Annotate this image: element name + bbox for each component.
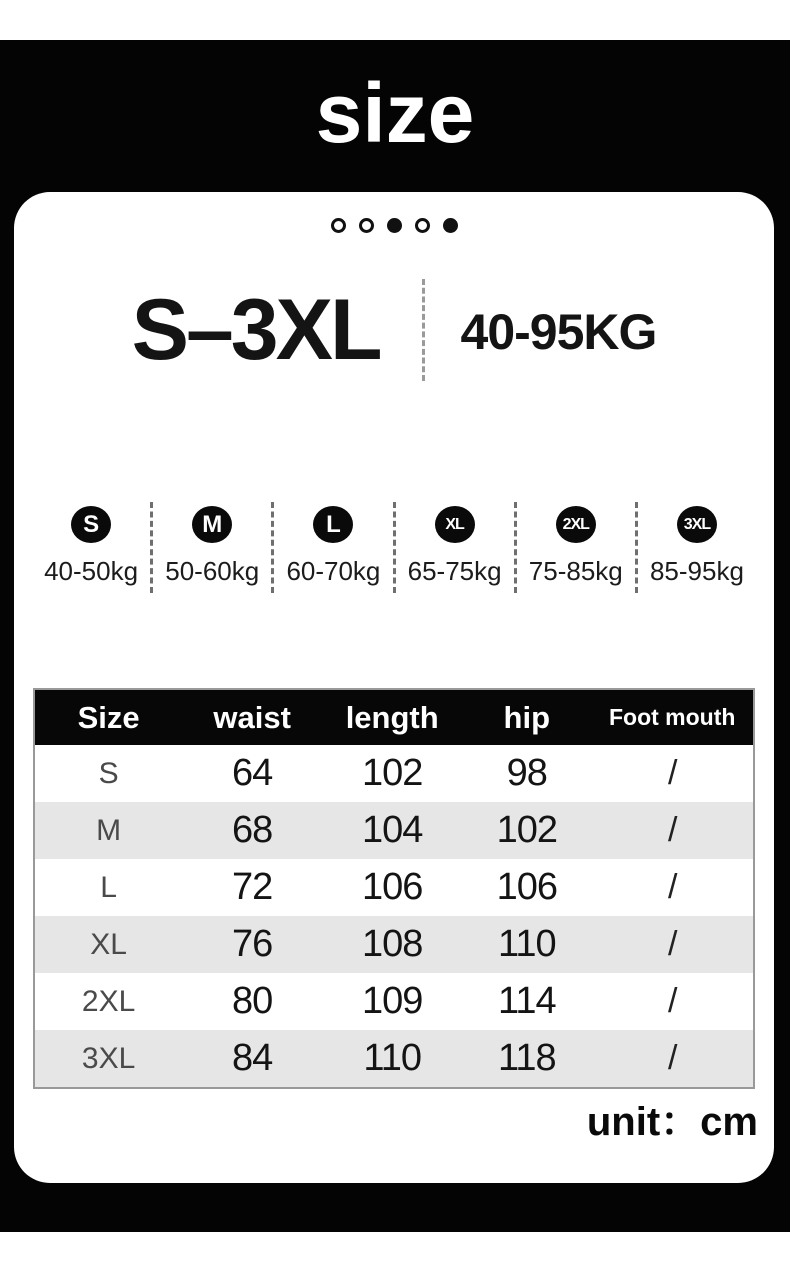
cell-hip: 98 [506,752,547,794]
size-badges-row [32,502,756,593]
size-badge-circle: L [313,506,353,543]
cell-size: S [98,756,119,790]
carousel-dot [415,218,430,233]
top-banner [0,40,790,192]
header-waist: waist [182,690,322,745]
cell-foot: / [667,982,677,1020]
carousel-dots [14,218,774,233]
cell-size: 2XL [81,984,136,1018]
size-badge-weight: 65-75kg [407,556,502,586]
carousel-dot [331,218,346,233]
cell-length: 110 [363,1037,421,1079]
cell-waist: 80 [232,980,273,1022]
table-row [35,745,753,802]
table-row [35,916,753,973]
cell-foot: / [667,925,677,963]
cell-length: 102 [361,752,423,794]
cell-length: 108 [361,923,423,965]
header-foot-mouth: Foot mouth [591,690,753,745]
cell-waist: 68 [232,809,273,851]
size-badge-l [271,502,392,593]
cell-size: 3XL [81,1041,136,1075]
size-badge-weight: 75-85kg [528,556,623,586]
cell-waist: 84 [232,1037,273,1079]
cell-length: 104 [361,809,423,851]
cell-length: 106 [361,866,423,908]
size-badge-m [150,502,271,593]
page-title: size [315,66,475,160]
cell-size: M [96,813,122,847]
cell-length: 109 [361,980,423,1022]
header-size: Size [35,690,182,745]
cell-hip: 118 [498,1037,556,1079]
size-badge-circle: S [71,506,111,543]
carousel-dot [387,218,402,233]
table-header-row [35,690,753,745]
table-row [35,973,753,1030]
cell-size: L [100,870,117,904]
size-range-label: S–3XL [131,282,380,378]
header-hip: hip [462,690,591,745]
cell-waist: 72 [232,866,273,908]
cell-hip: 102 [496,809,557,851]
carousel-dot [443,218,458,233]
size-badge-circle: 3XL [677,506,717,543]
size-badge-circle: 2XL [556,506,596,543]
size-badge-2xl [514,502,635,593]
cell-hip: 114 [498,980,556,1022]
size-badge-circle: M [192,506,232,543]
size-badge-weight: 60-70kg [286,556,381,586]
size-badge-3xl [635,502,756,593]
size-badge-weight: 85-95kg [649,556,744,586]
carousel-dot [359,218,374,233]
cell-hip: 106 [496,866,557,908]
table-row [35,859,753,916]
cell-hip: 110 [498,923,556,965]
cell-size: XL [90,927,127,961]
cell-foot: / [667,811,677,849]
cell-foot: / [667,754,677,792]
header-length: length [322,690,462,745]
weight-range-label: 40-95KG [460,304,657,360]
cell-waist: 64 [232,752,273,794]
size-badge-weight: 50-60kg [165,556,260,586]
table-row [35,802,753,859]
size-table [33,688,755,1089]
cell-foot: / [667,868,677,906]
size-chart-card [14,192,774,1183]
size-weight-range-row [14,270,774,390]
size-badge-xl [393,502,514,593]
cell-waist: 76 [232,923,273,965]
size-badge-weight: 40-50kg [44,556,139,586]
table-row [35,1030,753,1087]
size-badge-circle: XL [435,506,475,543]
cell-foot: / [667,1039,677,1077]
unit-note: unit：cm [586,1100,758,1144]
size-badge-s [32,502,150,593]
dashed-divider [422,279,425,381]
